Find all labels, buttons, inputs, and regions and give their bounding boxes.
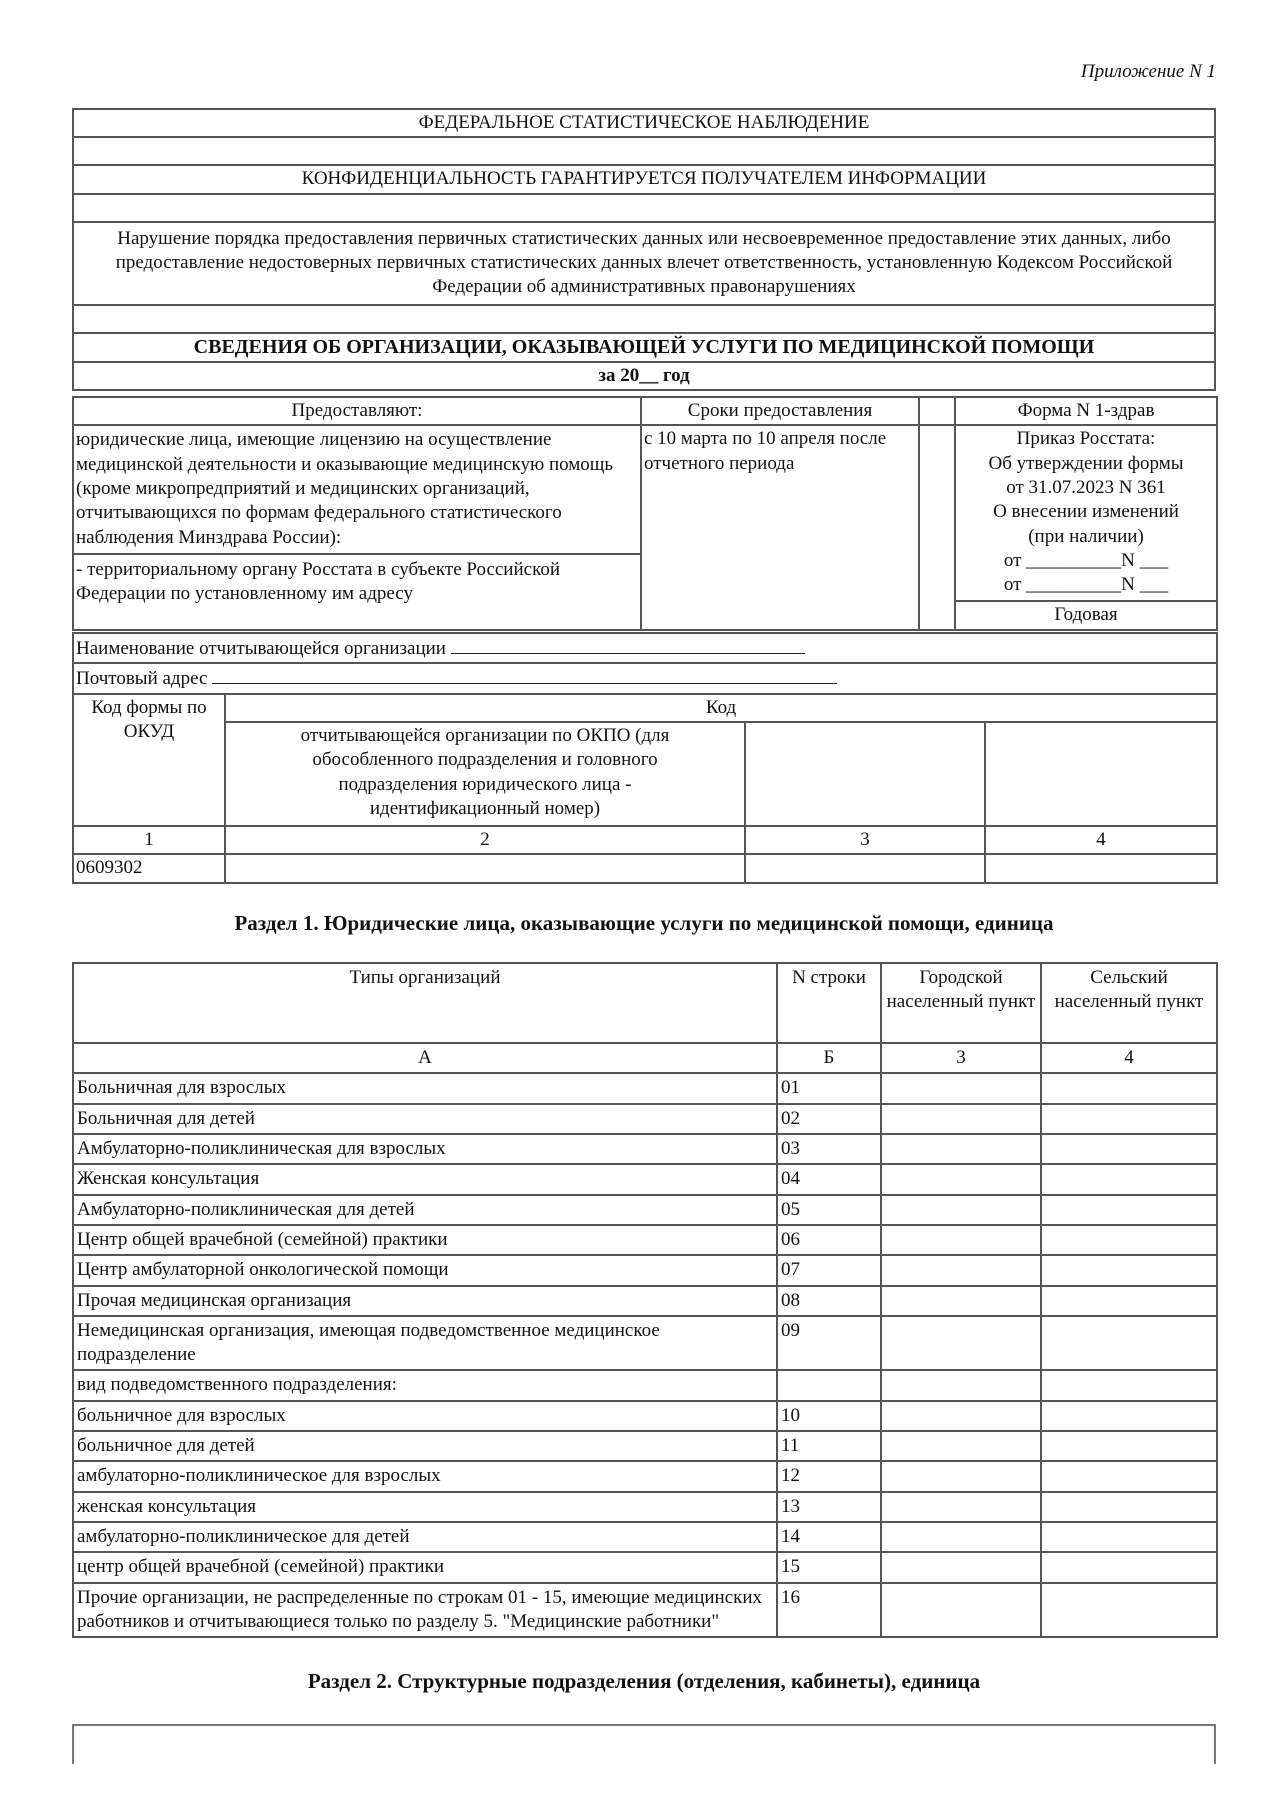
order-from: от __________N ___ <box>1003 549 1169 571</box>
col-index-3: 3 <box>881 1043 1041 1073</box>
rural-value[interactable] <box>1041 1431 1217 1461</box>
okud-label: Код формы по ОКУД <box>73 694 225 826</box>
col-index-2: 2 <box>225 826 745 854</box>
rural-value[interactable] <box>1041 1225 1217 1255</box>
address-row <box>73 663 1217 693</box>
section1-title: Раздел 1. Юридические лица, оказывающие услуги по медицинской помощи, единица <box>234 911 1054 935</box>
org-type-name: Центр общей врачебной (семейной) практики <box>73 1225 777 1255</box>
col-index-a: А <box>73 1043 777 1073</box>
header-form: Форма N 1-здрав <box>955 397 1217 425</box>
spacer-cell <box>919 425 955 629</box>
okpo-label: отчитывающейся организации по ОКПО (для обособленного подразделения и головного подразделения юридического лица - идентификационный номер) <box>225 722 745 826</box>
urban-value[interactable] <box>881 1073 1041 1103</box>
col-index-4: 4 <box>985 826 1217 854</box>
table-row <box>73 1552 1217 1582</box>
org-name-row <box>73 633 1217 663</box>
org-type-name: больничное для взрослых <box>73 1401 777 1431</box>
col-index-3: 3 <box>745 826 985 854</box>
org-type-name: Центр амбулаторной онкологической помощи <box>73 1255 777 1285</box>
rural-value[interactable] <box>1041 1522 1217 1552</box>
row-number: 10 <box>777 1401 881 1431</box>
rural-value[interactable] <box>1041 1583 1217 1638</box>
table-row <box>73 1370 1217 1400</box>
header-who: Предоставляют: <box>73 397 641 425</box>
urban-value[interactable] <box>881 1164 1041 1194</box>
org-type-name: Прочая медицинская организация <box>73 1286 777 1316</box>
header-spacer <box>919 397 955 425</box>
table-row <box>73 1073 1217 1103</box>
rural-value[interactable] <box>1041 1286 1217 1316</box>
rural-value[interactable] <box>1041 1492 1217 1522</box>
urban-value[interactable] <box>881 1316 1041 1371</box>
row-number: 02 <box>777 1104 881 1134</box>
table-row <box>73 1164 1217 1194</box>
code-label: Код <box>225 694 1217 722</box>
org-name-label: Наименование отчитывающейся организации <box>76 638 446 659</box>
rural-value[interactable] <box>1041 1195 1217 1225</box>
org-type-name: Амбулаторно-поликлиническая для взрослых <box>73 1134 777 1164</box>
submission-table <box>72 396 1218 631</box>
code-col4 <box>985 722 1217 826</box>
row-number: 13 <box>777 1492 881 1522</box>
section1-table <box>72 962 1218 1638</box>
table-row <box>73 1461 1217 1491</box>
col-header-row-number: N строки <box>777 963 881 1043</box>
row-number: 04 <box>777 1164 881 1194</box>
org-type-name: центр общей врачебной (семейной) практики <box>73 1552 777 1582</box>
frequency: Годовая <box>955 601 1217 629</box>
col-header-rural: Сельский населенный пункт <box>1041 963 1217 1043</box>
table-row <box>73 1225 1217 1255</box>
rural-value[interactable] <box>1041 1073 1217 1103</box>
col-index-4: 4 <box>1041 1043 1217 1073</box>
row-number: 12 <box>777 1461 881 1491</box>
org-type-name: вид подведомственного подразделения: <box>73 1370 777 1400</box>
row-number: 09 <box>777 1316 881 1371</box>
col-header-types: Типы организаций <box>73 963 777 1043</box>
org-type-name: женская консультация <box>73 1492 777 1522</box>
row-number: 05 <box>777 1195 881 1225</box>
col-header-urban: Городской населенный пункт <box>881 963 1041 1043</box>
urban-value[interactable] <box>881 1492 1041 1522</box>
order-line: Об утверждении формы <box>988 452 1184 474</box>
rural-value[interactable] <box>1041 1461 1217 1491</box>
urban-value[interactable] <box>881 1583 1041 1638</box>
row-number: 07 <box>777 1255 881 1285</box>
org-type-name: амбулаторно-поликлиническое для взрослых <box>73 1461 777 1491</box>
rural-value[interactable] <box>1041 1316 1217 1371</box>
urban-value[interactable] <box>881 1552 1041 1582</box>
row-number: 11 <box>777 1431 881 1461</box>
rural-value[interactable] <box>1041 1255 1217 1285</box>
address-label: Почтовый адрес <box>76 668 208 690</box>
address-field[interactable] <box>212 665 837 684</box>
header-when: Сроки предоставления <box>641 397 919 425</box>
blank-row <box>73 305 1215 333</box>
when-text: с 10 марта по 10 апреля после отчетного периода <box>641 425 919 629</box>
code-value-4[interactable] <box>985 854 1217 882</box>
row-number: 06 <box>777 1225 881 1255</box>
order-line: О внесении изменений <box>993 501 1179 523</box>
table-row <box>73 1492 1217 1522</box>
table-row <box>73 1286 1217 1316</box>
row-number: 03 <box>777 1134 881 1164</box>
okpo-value[interactable] <box>225 854 745 882</box>
section2-title: Раздел 2. Структурные подразделения (отделения, кабинеты), единица <box>307 1669 981 1693</box>
org-type-name: Прочие организации, не распределенные по строкам 01 - 15, имеющие медицинских работников и отчитывающиеся только по разделу 5. "Медицинские работники" <box>73 1583 777 1638</box>
who-text: юридические лица, имеющие лицензию на осуществление медицинской деятельности и оказывающие медицинскую помощь (кроме микропредприятий и медицинских организаций, отчитывающихся по формам федерального статистического наблюдения Минздрава России): <box>74 426 640 555</box>
table-row <box>73 1583 1217 1638</box>
order-cell <box>955 425 1217 601</box>
table-row <box>73 1195 1217 1225</box>
row-number: 15 <box>777 1552 881 1582</box>
order-from: от __________N ___ <box>1003 574 1169 596</box>
org-type-name: амбулаторно-поликлиническое для детей <box>73 1522 777 1552</box>
col-index-1: 1 <box>73 826 225 854</box>
rural-value[interactable] <box>1041 1401 1217 1431</box>
order-line: от 31.07.2023 N 361 <box>1006 476 1166 498</box>
blank-row <box>73 194 1215 222</box>
blank-row <box>73 137 1215 165</box>
urban-value[interactable] <box>881 1134 1041 1164</box>
organization-table <box>72 632 1218 884</box>
urban-value[interactable] <box>881 1431 1041 1461</box>
code-value-3[interactable] <box>745 854 985 882</box>
report-period: за 20__ год <box>73 362 1215 390</box>
org-type-name: Больничная для детей <box>73 1104 777 1134</box>
rural-value[interactable] <box>1041 1552 1217 1582</box>
appendix-label: Приложение N 1 <box>1080 61 1216 82</box>
section1-rows <box>73 1073 1217 1637</box>
row-number: 14 <box>777 1522 881 1552</box>
table-row <box>73 1134 1217 1164</box>
table-row <box>73 1522 1217 1552</box>
row-number <box>777 1370 881 1400</box>
order-line: (при наличии) <box>1028 525 1144 547</box>
confidentiality-notice: КОНФИДЕНЦИАЛЬНОСТЬ ГАРАНТИРУЕТСЯ ПОЛУЧАТЕЛЕМ ИНФОРМАЦИИ <box>73 165 1215 193</box>
rural-value[interactable] <box>1041 1164 1217 1194</box>
rural-value[interactable] <box>1041 1104 1217 1134</box>
urban-value[interactable] <box>881 1461 1041 1491</box>
urban-value[interactable] <box>881 1104 1041 1134</box>
who-text-2: - территориальному органу Росстата в субъекте Российской Федерации по установленному им адресу <box>76 558 561 605</box>
form-title: СВЕДЕНИЯ ОБ ОРГАНИЗАЦИИ, ОКАЗЫВАЮЩЕЙ УСЛУГИ ПО МЕДИЦИНСКОЙ ПОМОЩИ <box>73 333 1215 363</box>
federal-observation: ФЕДЕРАЛЬНОЕ СТАТИСТИЧЕСКОЕ НАБЛЮДЕНИЕ <box>73 109 1215 137</box>
row-number: 08 <box>777 1286 881 1316</box>
urban-value[interactable] <box>881 1255 1041 1285</box>
urban-value[interactable] <box>881 1401 1041 1431</box>
org-type-name: Амбулаторно-поликлиническая для детей <box>73 1195 777 1225</box>
row-number: 16 <box>777 1583 881 1638</box>
row-number: 01 <box>777 1073 881 1103</box>
org-type-name: Женская консультация <box>73 1164 777 1194</box>
urban-value[interactable] <box>881 1522 1041 1552</box>
rural-value[interactable] <box>1041 1370 1217 1400</box>
table-row <box>73 1401 1217 1431</box>
urban-value[interactable] <box>881 1195 1041 1225</box>
urban-value[interactable] <box>881 1286 1041 1316</box>
urban-value[interactable] <box>881 1225 1041 1255</box>
org-type-name: Немедицинская организация, имеющая подведомственное медицинское подразделение <box>73 1316 777 1371</box>
table-row <box>73 1255 1217 1285</box>
code-col3 <box>745 722 985 826</box>
who-cell <box>73 425 641 629</box>
col-index-b: Б <box>777 1043 881 1073</box>
section2-table-start <box>72 1724 1216 1764</box>
table-row <box>73 1316 1217 1371</box>
org-type-name: больничное для детей <box>73 1431 777 1461</box>
okud-value: 0609302 <box>73 854 225 882</box>
order-line: Приказ Росстата: <box>1016 428 1156 450</box>
header-table <box>72 108 1216 391</box>
table-row <box>73 1104 1217 1134</box>
table-row <box>73 1431 1217 1461</box>
urban-value[interactable] <box>881 1370 1041 1400</box>
violation-notice: Нарушение порядка предоставления первичных статистических данных или несвоевременное предоставление этих данных, либо предоставление недостоверных первичных статистических данных влечет ответственность, установленную Кодексом Российской Федерации об административных правонарушениях <box>73 222 1215 305</box>
org-type-name: Больничная для взрослых <box>73 1073 777 1103</box>
rural-value[interactable] <box>1041 1134 1217 1164</box>
org-name-field[interactable] <box>451 635 805 654</box>
